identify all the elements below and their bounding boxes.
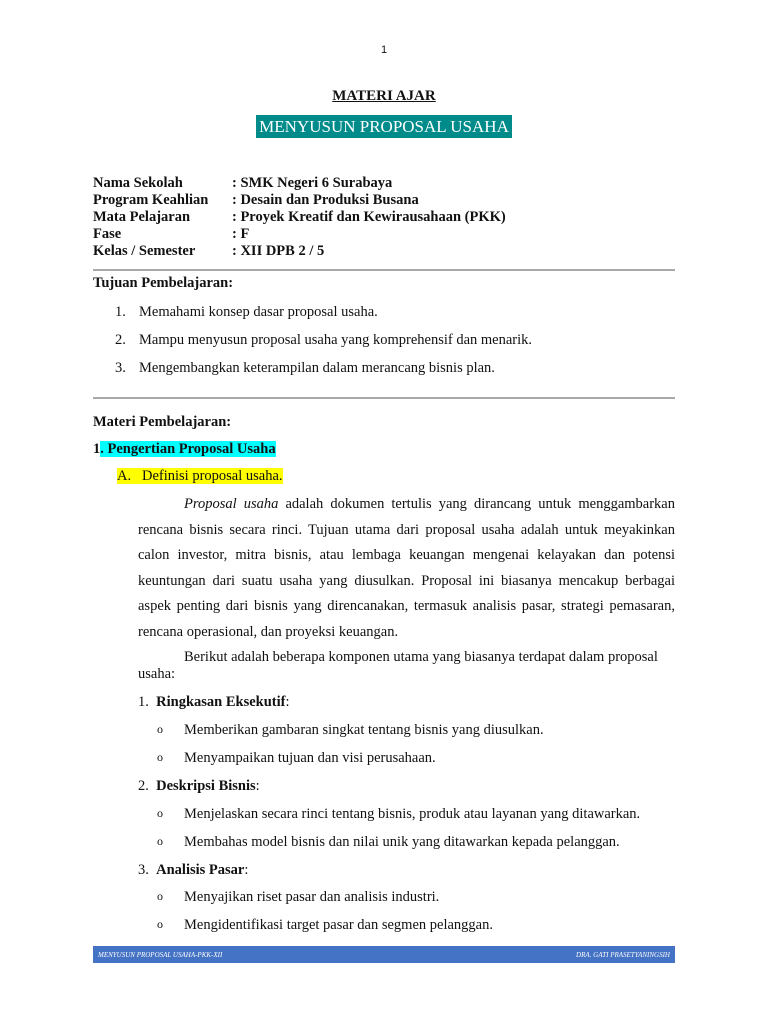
document-title: MENYUSUN PROPOSAL USAHA [256, 115, 512, 138]
list-item [157, 722, 544, 739]
subsection-title [131, 468, 282, 484]
info-label: Mata Pelajaran [93, 209, 191, 225]
subsection-label: A. [117, 468, 132, 484]
info-row [93, 243, 506, 260]
page-footer [93, 946, 675, 963]
list-number: 1. [115, 304, 126, 320]
subsection-heading [117, 468, 283, 485]
footer-left: MENYUSUN PROPOSAL USAHA-PKK-XII [98, 950, 223, 959]
bullet-icon: o [157, 750, 163, 764]
info-label: Kelas / Semester [93, 243, 196, 259]
section-number: 1 [93, 441, 101, 457]
component-suffix: : [244, 862, 249, 878]
list-item [157, 806, 640, 823]
subsection-title-text: Definisi proposal usaha. [141, 468, 283, 484]
info-label: Fase [93, 226, 122, 242]
list-item [157, 889, 439, 906]
footer-right: DRA. GATI PRASETYANINGSIH [576, 950, 670, 959]
defined-term: Proposal usaha [184, 496, 279, 512]
info-row [93, 175, 506, 192]
component-heading [138, 778, 260, 795]
list-text: Mengembangkan keterampilan dalam merancang bisnis plan. [139, 360, 495, 376]
info-label: Program Keahlian [93, 192, 209, 208]
bullet-icon: o [157, 722, 163, 736]
component-number: 2. [138, 778, 149, 794]
bullet-text: Menjelaskan secara rinci tentang bisnis, produk atau layanan yang ditawarkan. [184, 806, 641, 822]
section-heading [93, 441, 276, 458]
list-item [157, 917, 493, 934]
info-table [93, 175, 506, 260]
page-number: 1 [380, 44, 388, 56]
component-title: Analisis Pasar [156, 862, 245, 878]
list-item [157, 750, 436, 767]
intro-paragraph: Berikut adalah beberapa komponen utama yang biasanya terdapat dalam proposal usaha: [138, 649, 658, 682]
list-item [115, 359, 532, 387]
component-title: Deskripsi Bisnis [156, 778, 256, 794]
component-heading [138, 862, 248, 879]
component-number: 3. [138, 862, 149, 878]
component-suffix: : [255, 778, 260, 794]
info-row [93, 209, 506, 226]
title-wrapper [0, 115, 768, 138]
divider [93, 269, 675, 271]
info-label: Nama Sekolah [93, 175, 183, 191]
list-text: Mampu menyusun proposal usaha yang komprehensif dan menarik. [139, 332, 533, 348]
divider [93, 397, 675, 399]
bullet-icon: o [157, 917, 163, 931]
list-item [115, 303, 532, 331]
list-number: 3. [115, 360, 126, 376]
section-title: . Pengertian Proposal Usaha [100, 441, 276, 457]
info-value: : Proyek Kreatif dan Kewirausahaan (PKK) [232, 209, 506, 225]
info-value: : XII DPB 2 / 5 [232, 243, 325, 259]
bullet-text: Menyampaikan tujuan dan visi perusahaan. [184, 750, 436, 766]
definition-paragraph [138, 492, 675, 645]
info-row [93, 192, 506, 209]
bullet-text: Mengidentifikasi target pasar dan segmen pelanggan. [184, 917, 493, 933]
info-value: : F [232, 226, 250, 242]
list-text: Memahami konsep dasar proposal usaha. [139, 304, 378, 320]
document-kicker: MATERI AJAR [332, 88, 436, 104]
list-item [157, 834, 620, 851]
materi-heading: Materi Pembelajaran: [93, 414, 232, 430]
component-heading [138, 694, 290, 711]
info-row [93, 226, 506, 243]
bullet-icon: o [157, 806, 163, 820]
bullet-text: Menyajikan riset pasar dan analisis industri. [184, 889, 440, 905]
bullet-text: Membahas model bisnis dan nilai unik yang ditawarkan kepada pelanggan. [184, 834, 620, 850]
info-value: : SMK Negeri 6 Surabaya [232, 175, 393, 191]
component-number: 1. [138, 694, 149, 710]
bullet-icon: o [157, 834, 163, 848]
component-title: Ringkasan Eksekutif [156, 694, 286, 710]
definition-text: adalah dokumen tertulis yang dirancang untuk menggambarkan rencana bisnis secara rinci. Tujuan utama dari proposal usaha adalah untuk meyakinkan calon investor, mitra bisnis, atau lembaga keuangan mengenai kelayakan dan potensi keuntungan dari suatu usaha yang diusulkan. Proposal ini biasanya mencakup berbagai aspek penting dari bisnis yang direncanakan, termasuk analisis pasar, strategi pemasaran, rencana operasional, dan proyeksi keuangan. [138, 496, 675, 640]
list-number: 2. [115, 332, 126, 348]
info-value: : Desain dan Produksi Busana [232, 192, 419, 208]
tujuan-list [115, 303, 532, 387]
component-suffix: : [285, 694, 290, 710]
bullet-icon: o [157, 889, 163, 903]
bullet-text: Memberikan gambaran singkat tentang bisnis yang diusulkan. [184, 722, 544, 738]
list-item [115, 331, 532, 359]
tujuan-heading: Tujuan Pembelajaran: [93, 275, 234, 291]
